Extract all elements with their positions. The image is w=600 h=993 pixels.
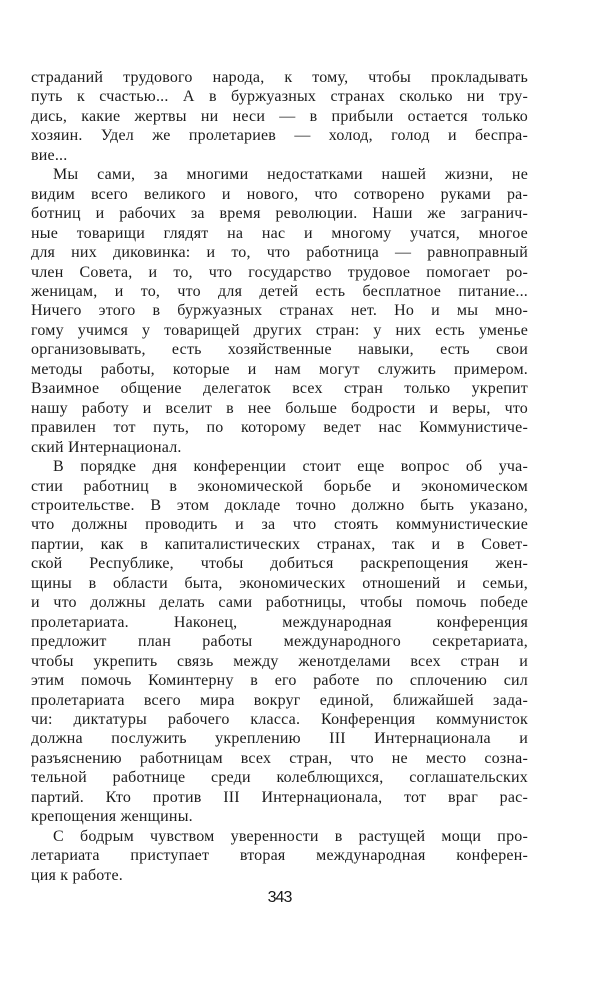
- text-line: Мы сами, за многими недостатками нашей жизни, не: [53, 166, 528, 184]
- text-line: летариата приступает вторая международная конферен-: [31, 847, 528, 865]
- text-line: гому учимся у товарищей других стран: у них есть уменье: [31, 321, 528, 339]
- text-line: Ничего этого в буржуазных странах нет. Но и мы мно-: [31, 302, 528, 320]
- text-line: Взаимное общение делегаток всех стран только укрепит: [31, 380, 528, 398]
- text-line: нашу работу и вселит в нее больше бодрости и веры, что: [31, 399, 528, 417]
- text-line: что должны проводить и за что стоять коммунистические: [31, 516, 528, 534]
- text-line: правилен тот путь, по которому ведет нас Коммунистиче-: [31, 419, 528, 437]
- text-line: пролетариата. Наконец, международная конференция: [31, 613, 528, 631]
- text-line: должна послужить укреплению III Интернационала и: [31, 730, 528, 748]
- text-line: крепощения женщины.: [31, 808, 193, 826]
- text-line: путь к счастью... А в буржуазных странах сколько ни тру-: [31, 88, 528, 106]
- text-line: чтобы укрепить связь между женотделами всех стран и: [31, 652, 528, 670]
- text-line: дись, какие жертвы ни неси — в прибыли остается только: [31, 107, 528, 125]
- text-line: партий. Кто против III Интернационала, тот враг рас-: [31, 788, 528, 806]
- text-line: партии, как в капиталистических странах, так и в Совет-: [31, 535, 528, 553]
- text-line: стии работниц в экономической борьбе и экономическом: [31, 477, 528, 495]
- text-line: страданий трудового народа, к тому, чтобы прокладывать: [31, 69, 528, 86]
- text-line: этим помочь Коминтерну в его работе по сплочению сил: [31, 672, 528, 690]
- text-line: щины в области быта, экономических отношений и семьи,: [31, 574, 528, 592]
- text-line: видим всего великого и нового, что сотворено руками ра-: [31, 185, 528, 203]
- text-line: чи: диктатуры рабочего класса. Конференция коммунисток: [31, 710, 528, 728]
- text-line: ский Интернационал.: [31, 438, 182, 456]
- text-line: организовывать, есть хозяйственные навыки, есть свои: [31, 341, 528, 359]
- text-line: строительстве. В этом докладе точно должно быть указано,: [31, 496, 528, 514]
- text-line: ция к работе.: [31, 866, 123, 884]
- page-number: 343: [267, 889, 292, 906]
- text-line: ные товарищи глядят на нас и многому учатся, многое: [31, 224, 528, 242]
- page-text: [31, 68, 528, 885]
- text-line: тельной работнице среди колеблющихся, соглашательских: [31, 769, 528, 787]
- text-line: С бодрым чувством уверенности в растущей мощи про-: [53, 827, 528, 845]
- text-line: предложит план работы международного секретариата,: [31, 633, 528, 651]
- text-line: пролетариата всего мира вокруг единой, ближайшей зада-: [31, 691, 528, 709]
- text-line: ской Республике, чтобы добиться раскрепощения жен-: [31, 555, 528, 573]
- text-line: методы работы, которые и нам могут служить примером.: [31, 360, 528, 378]
- text-line: женицам, и то, что для детей есть бесплатное питание...: [31, 282, 528, 300]
- text-line: ботниц и рабочих за время революции. Наши же загранич-: [31, 205, 528, 223]
- text-line: член Совета, и то, что государство трудовое помогает ро-: [31, 263, 528, 281]
- text-line: и что должны делать сами работницы, чтобы помочь победе: [31, 594, 528, 612]
- text-line: хозяин. Удел же пролетариев — холод, голод и беспра-: [31, 127, 528, 145]
- text-line: разъяснению работницам всех стран, что не место созна-: [31, 749, 528, 767]
- text-line: В порядке дня конференции стоит еще вопрос об уча-: [53, 458, 528, 476]
- text-line: для них диковинка: и то, что работница — равноправный: [31, 244, 528, 262]
- text-line: вие...: [31, 146, 68, 164]
